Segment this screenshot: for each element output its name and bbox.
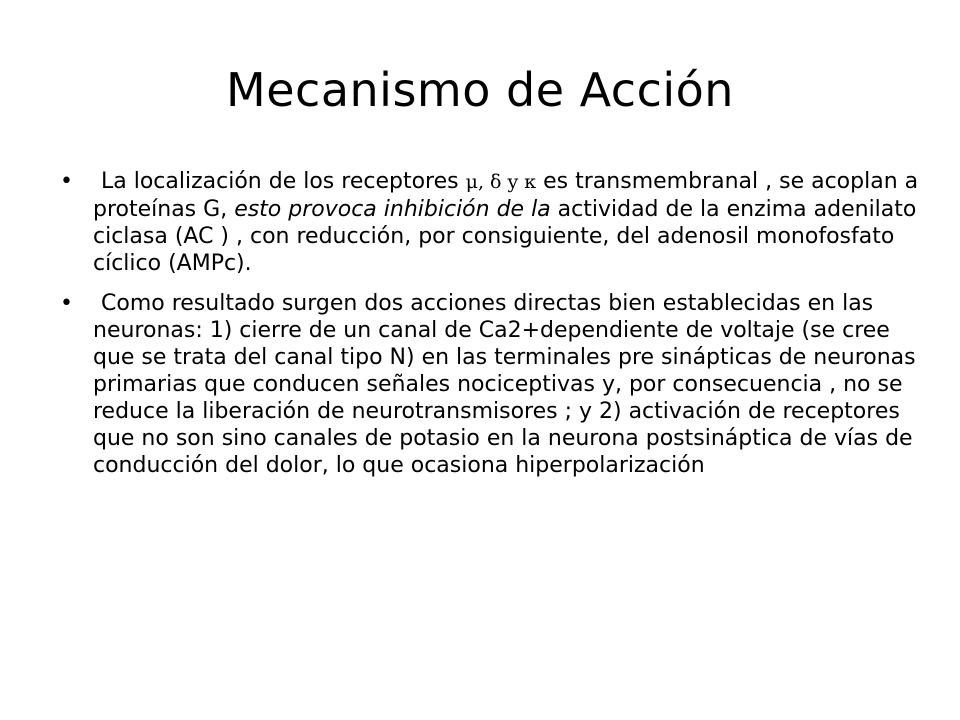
bullet-text-part: La localización de los receptores [101,169,466,194]
bullet-item [60,290,920,479]
bullet-list [60,168,920,492]
slide-title: Mecanismo de Acción [226,63,734,117]
bullet-text-part: es transmembranal , se acoplan a proteínas G, [93,169,919,222]
bullet-dot-icon: • [60,169,73,194]
greek-symbols: μ, δ y κ [465,171,537,193]
bullet-text-part: actividad de la enzima adenilato ciclasa (AC ) , con reducción, por consiguiente, del adenosil monofosfato cíclico (AMPc). [93,197,917,276]
bullet-dot-icon: • [60,291,73,316]
bullet-italic-text: esto provoca inhibición de la [234,197,551,222]
bullet-text: Como resultado surgen dos acciones directas bien establecidas en las neuronas: 1) cierre de un canal de Ca2+dependiente de voltaje (se cree que se trata del canal tipo N) en las terminales pre sinápticas de neuronas primarias que conducen señales nociceptivas y, por consecuencia , no se reduce la liberación de neurotransmisores ; y 2) activación de receptores que no son sino canales de potasio en la neurona postsináptica de vías de conducción del dolor, lo que ocasiona hiperpolarización [93,291,916,478]
bullet-item [60,168,920,277]
